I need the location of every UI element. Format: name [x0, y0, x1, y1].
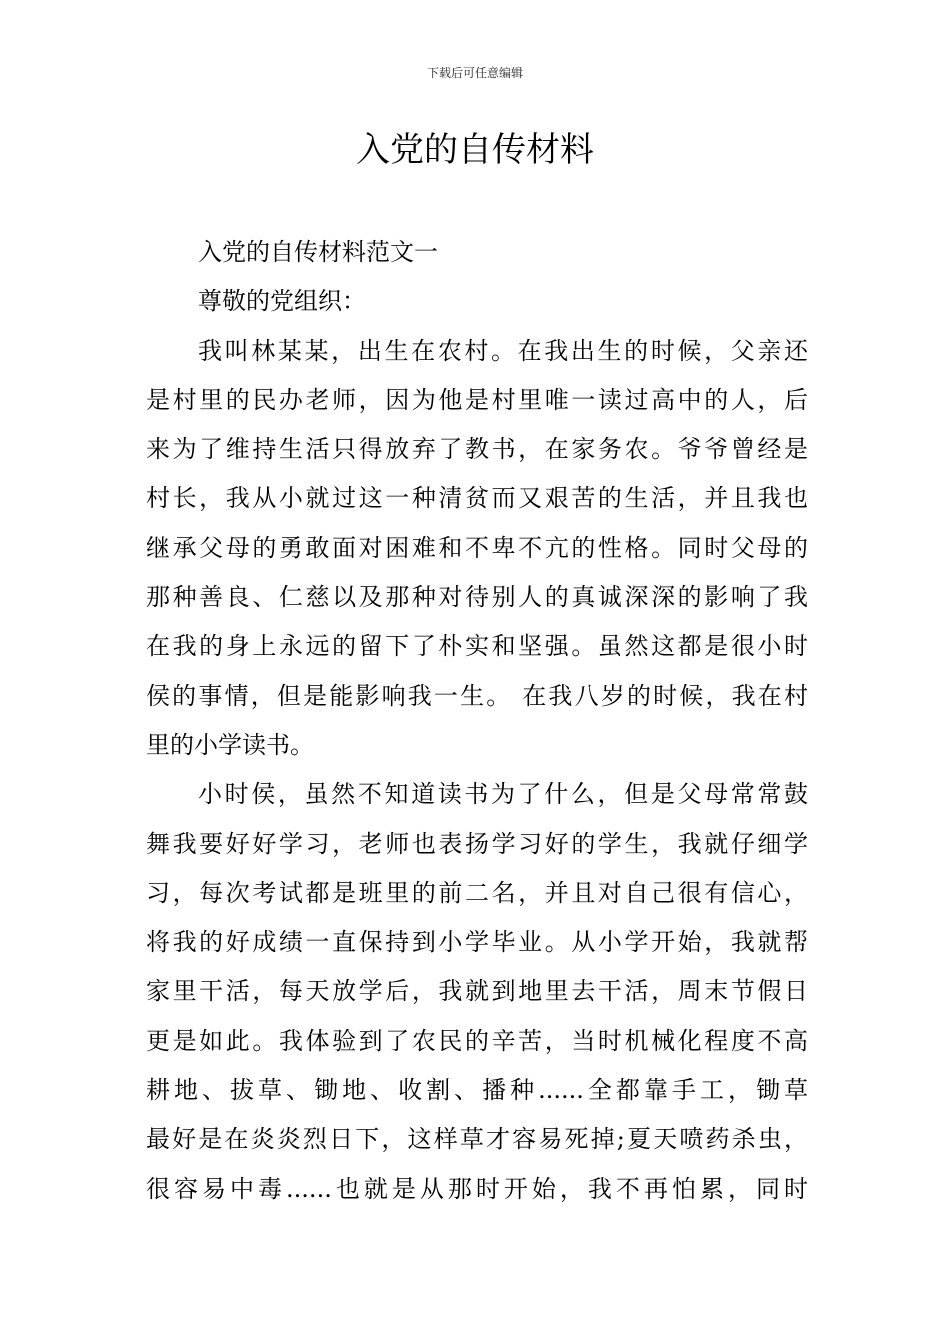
text-line: 侯的事情，但是能影响我一生。 在我八岁的时候，我在村 [146, 681, 808, 710]
text-line: 舞我要好好学习，老师也表扬学习好的学生，我就仔细学 [146, 829, 808, 858]
text-line: 那种善良、仁慈以及那种对待别人的真诚深深的影响了我 [146, 583, 808, 612]
text-line: 最好是在炎炎烈日下，这样草才容易死掉;夏天喷药杀虫， [146, 1125, 808, 1154]
text-line: 习，每次考试都是班里的前二名，并且对自己很有信心， [146, 878, 808, 907]
text-line: 尊敬的党组织： [198, 287, 366, 316]
text-line: 来为了维持生活只得放弃了教书，在家务农。爷爷曾经是 [146, 435, 808, 464]
text-line: 将我的好成绩一直保持到小学毕业。从小学开始，我就帮 [146, 928, 808, 957]
document-title: 入党的自传材料 [356, 130, 594, 170]
text-line: 小时侯，虽然不知道读书为了什么，但是父母常常鼓 [198, 780, 808, 809]
text-line: 耕地、拔草、锄地、收割、播种......全都靠手工，锄草 [146, 1076, 808, 1105]
text-line: 家里干活，每天放学后，我就到地里去干活，周末节假日 [146, 977, 808, 1006]
header-note: 下载后可任意编辑 [426, 66, 523, 80]
text-line: 很容易中毒......也就是从那时开始，我不再怕累，同时 [146, 1174, 808, 1203]
text-line: 是村里的民办老师，因为他是村里唯一读过高中的人，后 [146, 385, 808, 414]
text-line: 入党的自传材料范文一 [198, 238, 438, 266]
text-line: 继承父母的勇敢面对困难和不卑不亢的性格。同时父母的 [146, 533, 808, 562]
text-line: 我叫林某某，出生在农村。在我出生的时候，父亲还 [198, 336, 808, 365]
document-body [146, 228, 808, 1214]
text-line: 村长，我从小就过这一种清贫而又艰苦的生活，并且我也 [146, 484, 808, 513]
text-line: 更是如此。我体验到了农民的辛苦，当时机械化程度不高 [146, 1026, 808, 1055]
text-line: 里的小学读书。 [146, 730, 314, 759]
text-line: 在我的身上永远的留下了朴实和坚强。虽然这都是很小时 [146, 632, 808, 661]
